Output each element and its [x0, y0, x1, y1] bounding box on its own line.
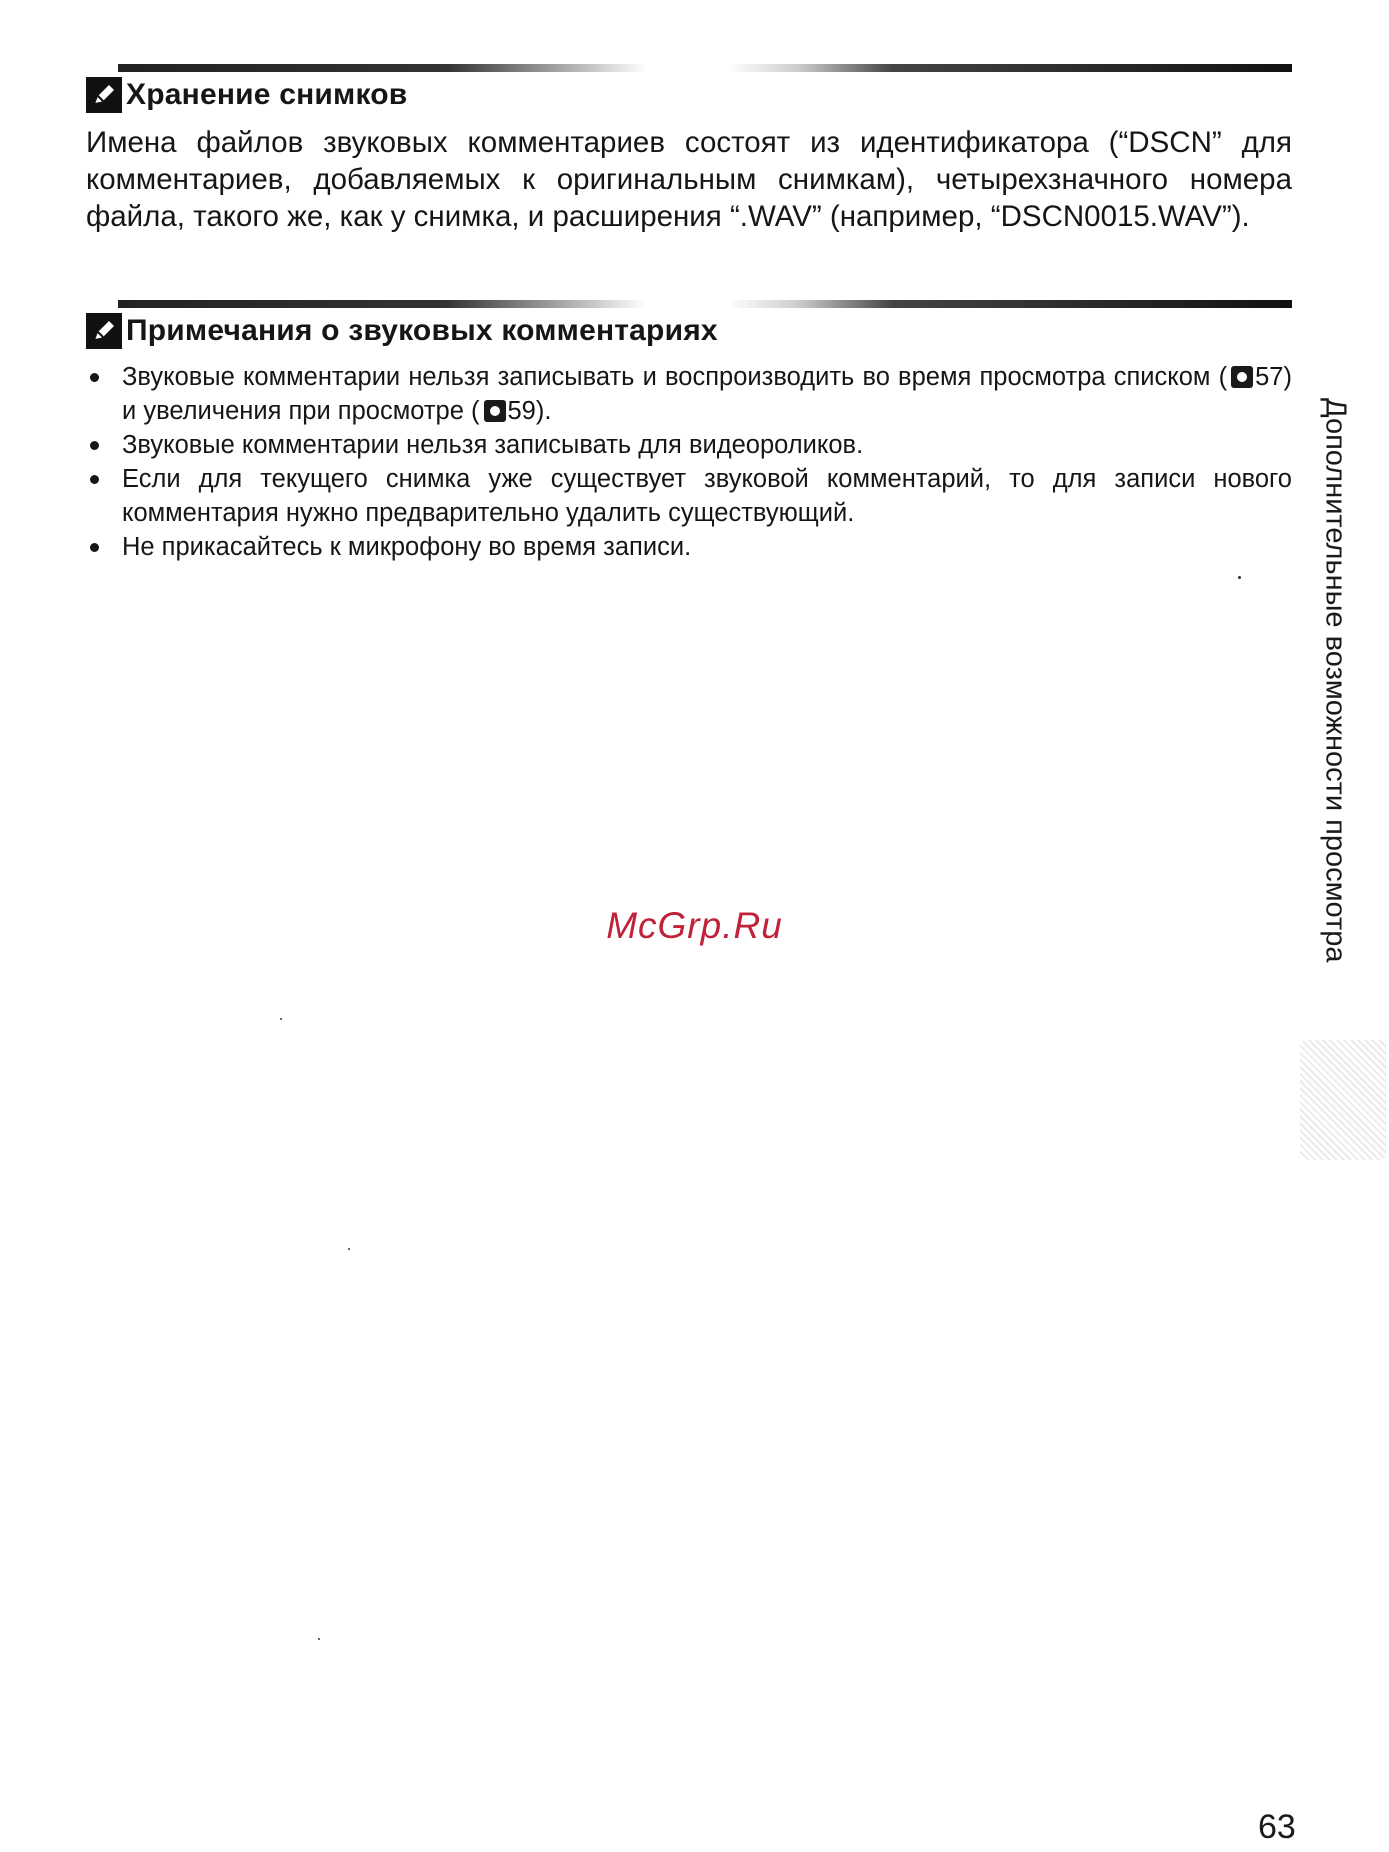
- list-item: [86, 360, 1292, 428]
- bullet-icon: [90, 543, 99, 552]
- scan-speck: [1238, 576, 1241, 579]
- page-number: 63: [1258, 1808, 1296, 1846]
- item-text: ).: [535, 397, 552, 425]
- list-item: [86, 530, 1292, 564]
- section-heading: [86, 310, 718, 352]
- page-reference: 59: [507, 397, 536, 425]
- notes-list: [86, 360, 1292, 564]
- scan-speck: [348, 1248, 350, 1250]
- side-tab-label: Дополнительные возможности просмотра: [1319, 398, 1352, 963]
- body-paragraph: Имена файлов звуковых комментариев состоят из идентификатора (“DSCN” для комментариев, добавляемых к оригинальным снимкам), четырехзначного номера файла, такого же, как у снимка, и расширения “.WAV” (например, “DSCN0015.WAV”).: [86, 126, 1292, 233]
- bullet-icon: [90, 441, 99, 450]
- camera-reference-icon: [484, 400, 506, 422]
- section-heading: [86, 74, 407, 116]
- item-text: Если для текущего снимка уже существует звуковой комментарий, то для записи нового комментария нужно предварительно удалить существующий.: [122, 465, 1292, 527]
- scan-speck: [280, 1018, 282, 1020]
- item-text: Звуковые комментарии нельзя записывать для видеороликов.: [122, 431, 864, 459]
- section-divider: [118, 64, 1292, 72]
- camera-reference-icon: [1231, 366, 1253, 388]
- side-tab: [1305, 398, 1365, 1018]
- item-text: Не прикасайтесь к микрофону во время записи.: [122, 533, 692, 561]
- bullet-icon: [90, 373, 99, 382]
- section-notes: [86, 300, 1292, 580]
- scan-speck: [318, 1638, 320, 1640]
- item-text: ) и увеличения при просмотре (: [122, 363, 1292, 425]
- page-reference: 57: [1255, 363, 1284, 391]
- pencil-note-icon: [86, 313, 122, 349]
- item-text: Звуковые комментарии нельзя записывать и воспроизводить во время просмотра списком (: [122, 363, 1228, 391]
- list-item: [86, 462, 1292, 530]
- side-tab-texture: [1300, 1040, 1386, 1160]
- watermark: McGrp.Ru: [606, 905, 783, 946]
- pencil-note-icon: [86, 77, 122, 113]
- list-item: [86, 428, 1292, 462]
- section-divider: [118, 300, 1292, 308]
- heading-text: Примечания о звуковых комментариях: [126, 314, 718, 347]
- heading-text: Хранение снимков: [126, 78, 408, 111]
- section-storage: [86, 64, 1292, 284]
- bullet-icon: [90, 475, 99, 484]
